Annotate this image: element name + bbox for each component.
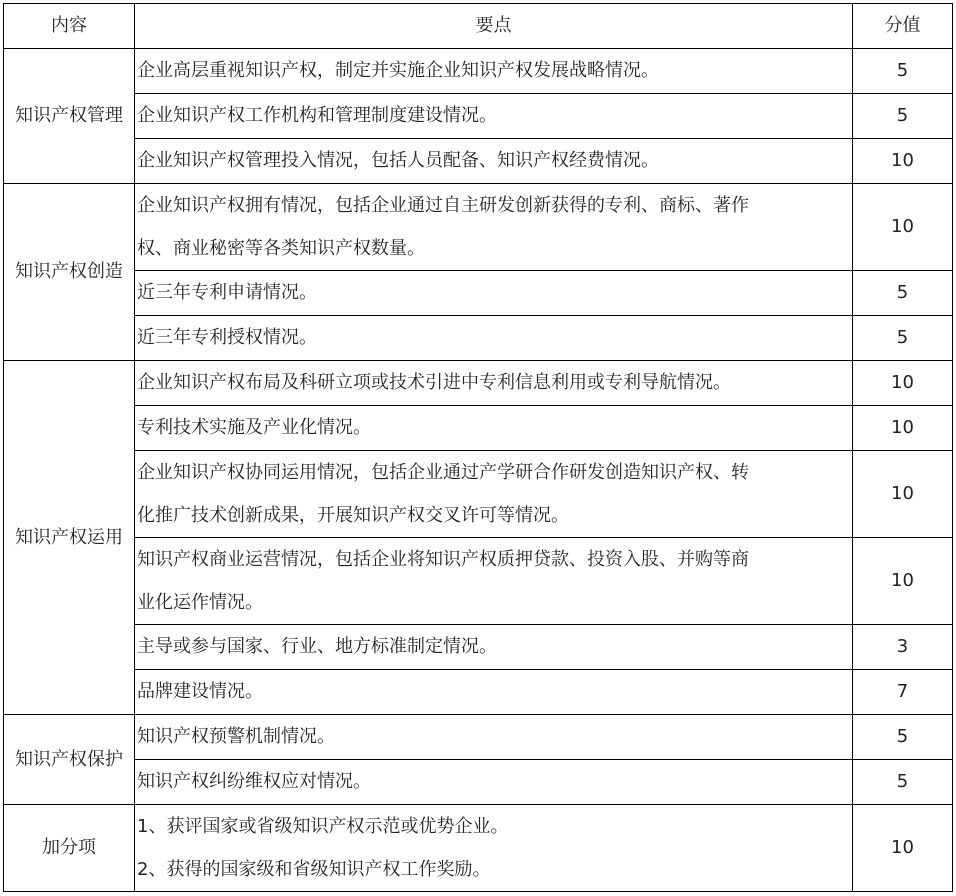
point-text: 企业知识产权协同运用情况，包括企业通过产学研合作研发创造知识产权、转 <box>137 462 749 483</box>
score-cell: 7 <box>853 670 953 715</box>
point-cell <box>135 625 853 670</box>
table-row <box>4 760 953 805</box>
score-cell: 10 <box>853 184 953 271</box>
point-cell <box>135 406 853 451</box>
header-row <box>4 4 953 49</box>
table-row <box>4 538 953 625</box>
table-row <box>4 715 953 760</box>
point-cell <box>135 271 853 316</box>
point-cell <box>135 805 853 892</box>
score-cell: 5 <box>853 715 953 760</box>
point-cell <box>135 451 853 538</box>
table-row <box>4 451 953 538</box>
score-cell: 5 <box>853 760 953 805</box>
point-cell <box>135 184 853 271</box>
score-cell: 10 <box>853 361 953 406</box>
table-row <box>4 625 953 670</box>
score-cell: 5 <box>853 49 953 94</box>
table-row <box>4 184 953 271</box>
point-text: 企业知识产权布局及科研立项或技术引进中专利信息利用或专利导航情况。 <box>137 372 731 393</box>
point-text: 企业知识产权工作机构和管理制度建设情况。 <box>137 105 497 126</box>
category-cell: 知识产权运用 <box>4 361 135 715</box>
point-text: 企业知识产权管理投入情况，包括人员配备、知识产权经费情况。 <box>137 150 659 171</box>
table-row <box>4 316 953 361</box>
point-cell <box>135 670 853 715</box>
point-text: 专利技术实施及产业化情况。 <box>137 417 371 438</box>
point-cell <box>135 361 853 406</box>
point-cell <box>135 760 853 805</box>
point-text: 知识产权纠纷维权应对情况。 <box>137 771 371 792</box>
point-cell <box>135 49 853 94</box>
point-text: 业化运作情况。 <box>137 592 263 613</box>
point-text: 知识产权商业运营情况，包括企业将知识产权质押贷款、投资入股、并购等商 <box>137 549 749 570</box>
score-cell: 10 <box>853 139 953 184</box>
table-row <box>4 670 953 715</box>
point-text: 化推广技术创新成果，开展知识产权交叉许可等情况。 <box>137 505 569 526</box>
header-score: 分值 <box>853 4 953 49</box>
header-points: 要点 <box>135 4 853 49</box>
point-text: 1、获评国家或省级知识产权示范或优势企业。 <box>137 816 509 837</box>
table-row <box>4 94 953 139</box>
score-cell: 5 <box>853 94 953 139</box>
table-row <box>4 139 953 184</box>
table-row <box>4 406 953 451</box>
score-cell: 3 <box>853 625 953 670</box>
point-text: 企业知识产权拥有情况，包括企业通过自主研发创新获得的专利、商标、著作 <box>137 195 749 216</box>
table-body <box>4 49 953 892</box>
score-cell: 10 <box>853 538 953 625</box>
point-text: 品牌建设情况。 <box>137 681 263 702</box>
point-text: 2、获得的国家级和省级知识产权工作奖励。 <box>137 859 491 880</box>
point-text: 企业高层重视知识产权，制定并实施企业知识产权发展战略情况。 <box>137 60 659 81</box>
point-text: 权、商业秘密等各类知识产权数量。 <box>137 238 425 259</box>
category-cell: 知识产权保护 <box>4 715 135 805</box>
point-cell <box>135 715 853 760</box>
table-row <box>4 49 953 94</box>
table-row <box>4 361 953 406</box>
point-text: 近三年专利授权情况。 <box>137 327 317 348</box>
evaluation-table <box>3 3 953 892</box>
score-cell: 5 <box>853 271 953 316</box>
point-cell <box>135 139 853 184</box>
point-text: 知识产权预警机制情况。 <box>137 726 335 747</box>
score-cell: 10 <box>853 805 953 892</box>
score-cell: 10 <box>853 406 953 451</box>
point-cell <box>135 316 853 361</box>
score-cell: 10 <box>853 451 953 538</box>
table-row <box>4 805 953 892</box>
category-cell: 加分项 <box>4 805 135 892</box>
point-text: 主导或参与国家、行业、地方标准制定情况。 <box>137 636 497 657</box>
point-cell <box>135 94 853 139</box>
point-cell <box>135 538 853 625</box>
score-cell: 5 <box>853 316 953 361</box>
point-text: 近三年专利申请情况。 <box>137 282 317 303</box>
category-cell: 知识产权创造 <box>4 184 135 361</box>
category-cell: 知识产权管理 <box>4 49 135 184</box>
header-content: 内容 <box>4 4 135 49</box>
table-row <box>4 271 953 316</box>
